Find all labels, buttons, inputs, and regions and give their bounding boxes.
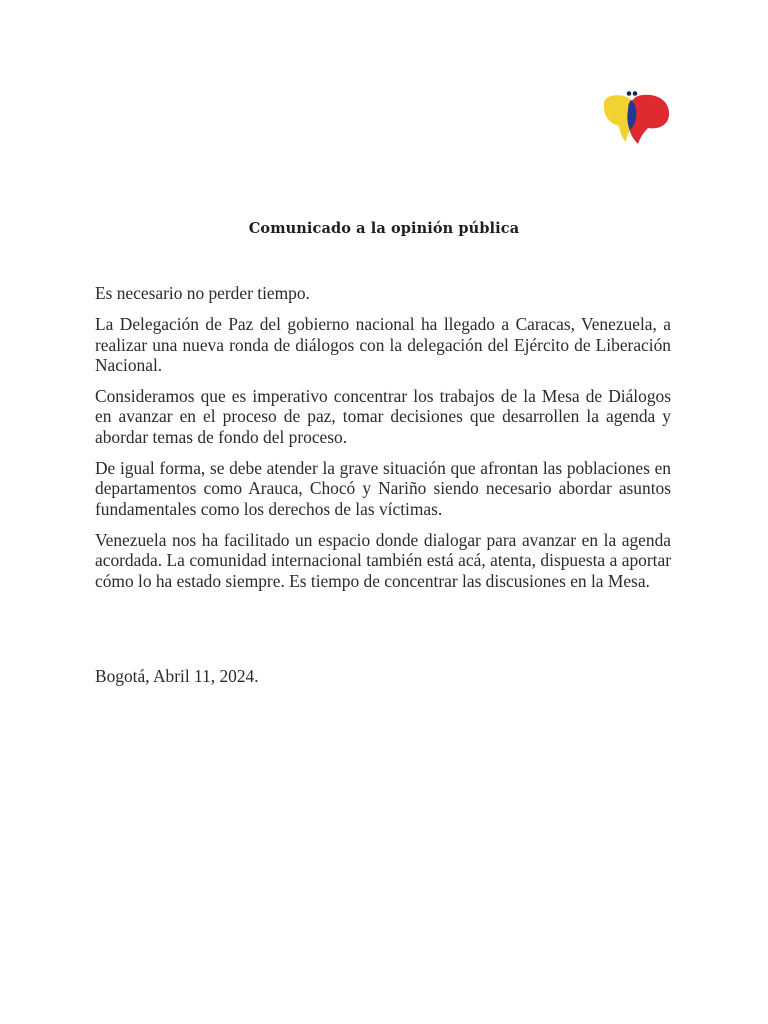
date-line: Bogotá, Abril 11, 2024. [95,666,259,686]
document-body [95,283,671,602]
logo [600,90,672,146]
paragraph-4: De igual forma, se debe atender la grave situación que afrontan las poblaciones en departamentos como Arauca, Chocó y Nariño siendo necesario abordar asuntos fundamentales como los derechos de las víctimas. [95,458,671,519]
document-title: Comunicado a la opinión pública [248,220,520,237]
paragraph-2: La Delegación de Paz del gobierno nacional ha llegado a Caracas, Venezuela, a realizar una nueva ronda de diálogos con la delegación del Ejército de Liberación Nacional. [95,314,671,375]
paragraph-5: Venezuela nos ha facilitado un espacio donde dialogar para avanzar en la agenda acordada. La comunidad internacional también está acá, atenta, dispuesta a aportar cómo lo ha estado siempre. Es tiempo de concentrar las discusiones en la Mesa. [95,529,671,591]
paragraph-1: Es necesario no perder tiempo. [95,283,310,303]
logo-dot-right [633,91,638,96]
logo-dot-left [627,91,632,96]
butterfly-logo-icon [600,90,672,146]
paragraph-3: Consideramos que es imperativo concentrar los trabajos de la Mesa de Diálogos en avanzar en el proceso de paz, tomar decisiones que desarrollen la agenda y abordar temas de fondo del proceso. [95,386,671,447]
